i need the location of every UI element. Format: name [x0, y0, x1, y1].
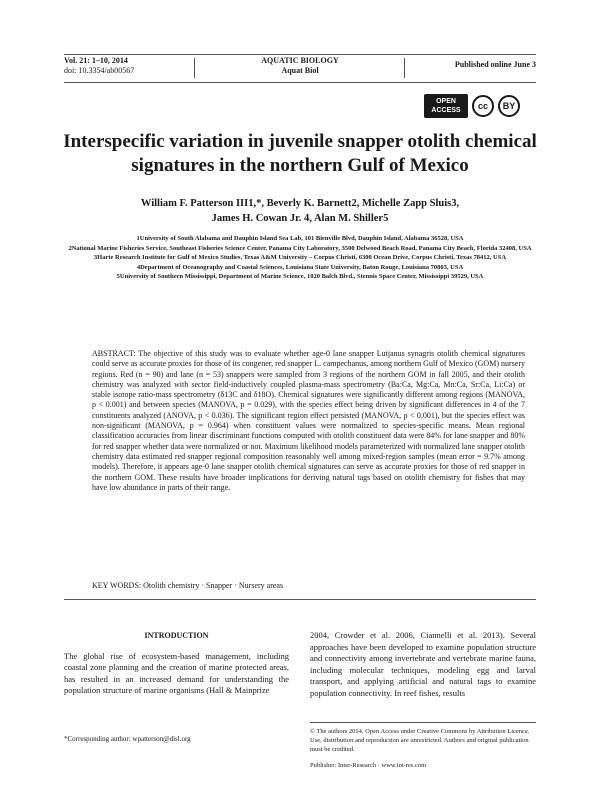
header-top-rule [64, 54, 536, 55]
intro-paragraph: The global rise of ecosystem-based management, including coastal zone planning and the creation of marine protected areas, has resulted in an increased demand for understanding the population structure of marine organisms (Hall & Mainprize [64, 650, 289, 695]
license-text: © The authors 2014. Open Access under Creative Commons by Attribution Licence. Use, distribution and reproduction are unrestricted. Authors and original publication must be credited. [310, 728, 530, 753]
abstract: ABSTRACT: The objective of this study was to evaluate whether age-0 lane snapper Lutjanus synagris otolith chemical signatures could serve as accurate proxies for those of its congener, red snapper L. campechanus, among northern Gulf of Mexico (GOM) nursery regions. Red (n = 90) and lane (n = 53) snappers were sampled from 3 regions of the northern GOM in fall 2005, and their otolith chemistry was analyzed with sector field-inductively coupled plasma-mass spectrometry (Ba:Ca, Mg:Ca, Mn:Ca, Sr:Ca, Li:Ca) or stable isotope ratio-mass spectrometry (δ13C and δ18O). Chemical signatures were significantly different among regions (MANOVA, p < 0.001) and between species (MANOVA, p = 0.029), with the species effect being driven by significant differences in 4 of the 7 constituents analyzed (ANOVA, p < 0.036). The significant region effect persisted (MANOVA, p < 0.001), but the species effect was non-significant (MANOVA, p = 0.964) when constituent values were normalized to species-specific means. Mean regional classification accuracies from linear discriminant functions computed with otolith constituent data were 84% for lane snapper and 80% for red snapper whether data were normalized or not. Maximum likelihood models parameterized with normalized lane snapper otolith chemistry data estimated red snapper regional composition reasonably well among mixed-region samples (mean error = 9.7% among models). Therefore, it appears age-0 lane snapper otolith chemical signatures can serve as accurate proxies for those of red snapper in the northern GOM. These results have broader implications for deriving natural tags based on otolith chemistry for fishes that may have low abundance in parts of their range. [92, 349, 525, 492]
affiliation: 3Harte Research Institute for Gulf of Mexico Studies, Texas A&M University – Corpus Christi, 6300 Ocean Drive, Corpus Christi, Texas 78412, USA [93, 254, 507, 261]
author-list [70, 196, 530, 226]
introduction-heading: INTRODUCTION [144, 631, 209, 640]
author-line: William F. Patterson III1,*, Beverly K. Barnett2, Michelle Zapp Sluis3, [140, 198, 460, 209]
journal-header [64, 56, 536, 82]
left-column [64, 630, 289, 697]
journal-abbrev: Aquat Biol [281, 66, 319, 75]
footnote-rule [310, 722, 536, 723]
section-separator [64, 599, 536, 600]
creative-commons-icon[interactable]: cc [472, 95, 494, 117]
header-divider [404, 58, 405, 78]
license-note [310, 722, 536, 754]
intro-paragraph-continued: 2004, Crowder et al. 2006, Ciannelli et al. 2013). Several approaches have been developed to examine population structure and connectivity among invertebrate and vertebrate marine fauna, including molecular techniques, modeling egg and larval transport, and applying artificial and natural tags to examine population connectivity. In reef fishes, results [310, 630, 536, 698]
open-access-line1: OPEN [436, 98, 456, 105]
attribution-icon[interactable]: BY [498, 95, 520, 117]
affiliation: 2National Marine Fisheries Service, Southeast Fisheries Science Center, Panama City Laboratory, 3500 Delwood Beach Road, Panama City Beach, Florida 32408, USA [68, 244, 532, 252]
paper-title: Interspecific variation in juvenile snapper otolith chemical signatures in the northern Gulf of Mexico [63, 131, 537, 176]
right-column [310, 630, 536, 699]
open-access-line2: ACCESS [431, 107, 461, 114]
publisher-line: Publisher: Inter-Research · www.int-res.com [310, 762, 427, 769]
published-date: Published online June 3 [454, 60, 536, 69]
doi: doi: 10.3354/ab00567 [64, 66, 135, 75]
author-line: James H. Cowan Jr. 4, Alan M. Shiller5 [211, 213, 389, 224]
volume-info: Vol. 21: 1–10, 2014 [64, 56, 128, 65]
affiliation: 1University of South Alabama and Dauphin Island Sea Lab, 101 Bienville Blvd, Dauphin Island, Alabama 36528, USA [136, 235, 464, 242]
keywords: KEY WORDS: Otolith chemistry · Snapper · Nursery areas [92, 581, 284, 590]
affiliation: 4Department of Oceanography and Coastal Sciences, Louisiana State University, Baton Rouge, Louisiana 70803, USA [136, 263, 464, 271]
header-bottom-rule [64, 82, 536, 83]
license-badges [424, 93, 520, 119]
affiliation: 5University of Southern Mississippi, Department of Marine Science, 1020 Balch Blvd., Stennis Space Center, Mississippi 39529, USA [116, 273, 484, 280]
affiliations [60, 234, 540, 282]
open-access-badge[interactable] [424, 94, 468, 118]
corresponding-author: *Corresponding author: wpatterson@disl.org [64, 735, 191, 743]
journal-name: AQUATIC BIOLOGY [261, 56, 339, 65]
